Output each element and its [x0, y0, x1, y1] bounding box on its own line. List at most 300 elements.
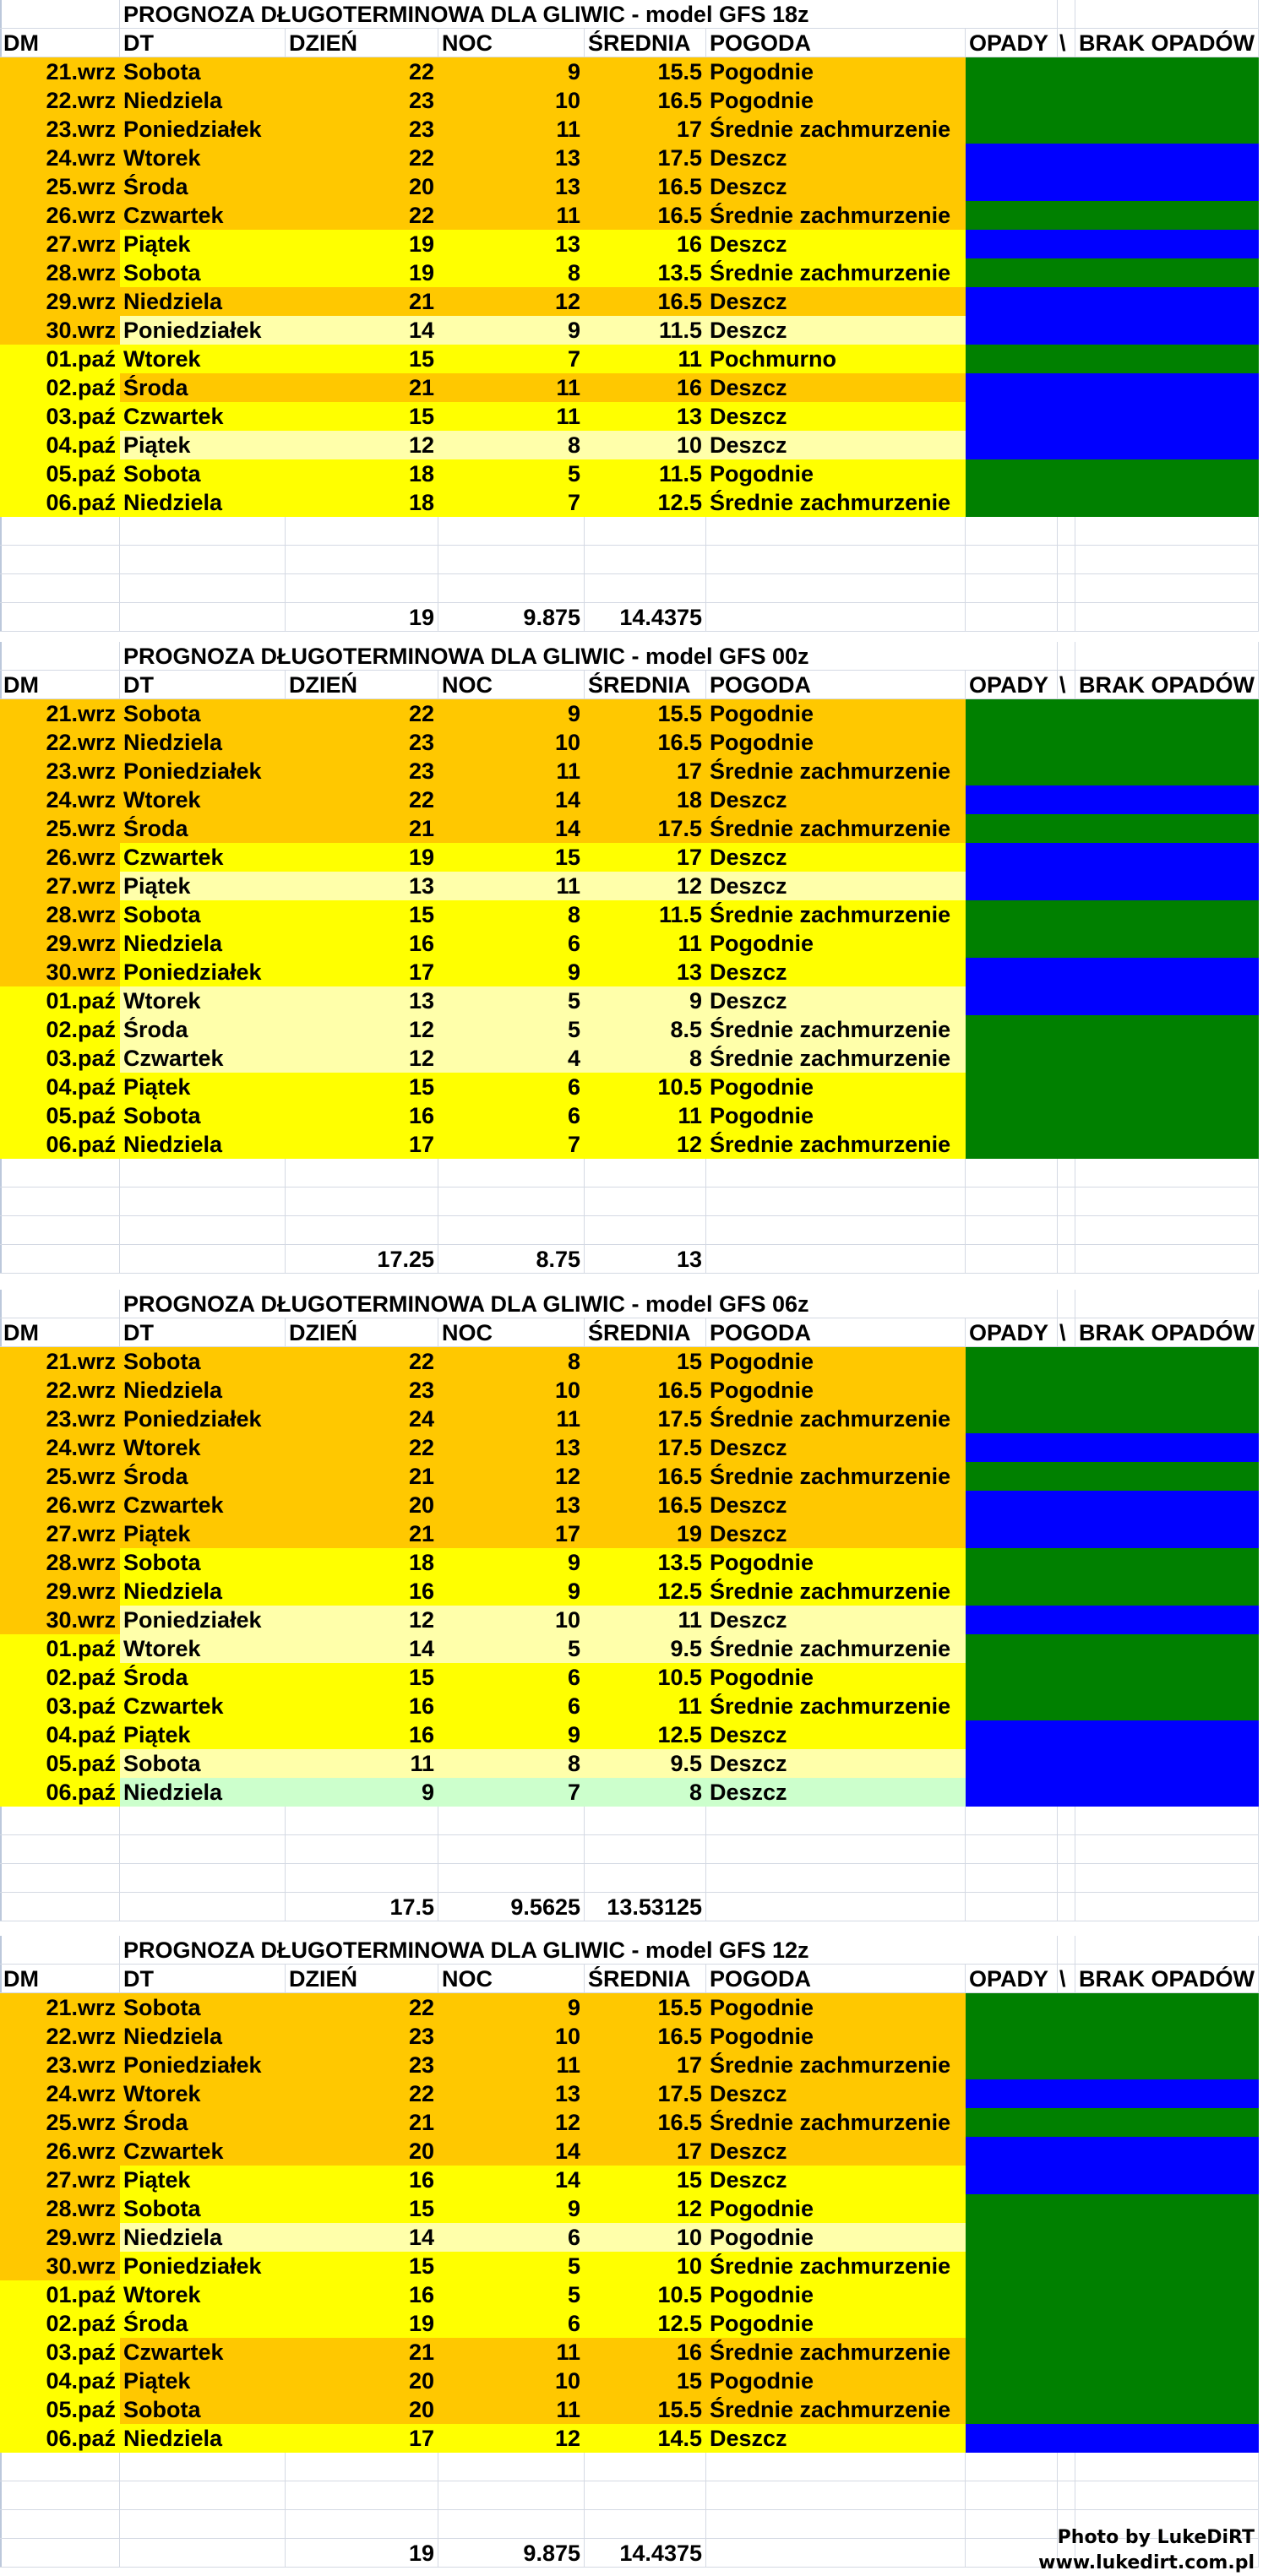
cell-dm[interactable]: 24.wrz — [0, 2079, 120, 2108]
precipitation-indicator-rain[interactable] — [966, 144, 1259, 172]
cell-pogoda[interactable]: Średnie zachmurzenie — [706, 1692, 966, 1720]
precipitation-indicator-dry[interactable] — [966, 1993, 1259, 2022]
empty-cell[interactable] — [0, 574, 120, 603]
cell-dt[interactable]: Środa — [120, 373, 286, 402]
cell-dzien[interactable]: 17 — [286, 2424, 438, 2453]
empty-cell[interactable] — [585, 1159, 706, 1187]
cell-srednia[interactable]: 16.5 — [585, 172, 706, 201]
cell-dt[interactable]: Niedziela — [120, 1577, 286, 1606]
cell-noc[interactable]: 6 — [438, 1663, 585, 1692]
precipitation-indicator-dry[interactable] — [966, 57, 1259, 86]
column-header-pogoda[interactable]: POGODA — [706, 671, 966, 699]
cell-dzien[interactable]: 21 — [286, 1519, 438, 1548]
cell-dm[interactable]: 25.wrz — [0, 2108, 120, 2137]
column-header-dt[interactable]: DT — [120, 1318, 286, 1347]
cell-srednia[interactable]: 16 — [585, 230, 706, 258]
cell-noc[interactable]: 11 — [438, 757, 585, 785]
cell-dt[interactable]: Poniedziałek — [120, 958, 286, 986]
precipitation-indicator-dry[interactable] — [966, 1462, 1259, 1491]
empty-cell[interactable] — [438, 546, 585, 574]
cell-noc[interactable]: 12 — [438, 287, 585, 316]
cell-dt[interactable]: Niedziela — [120, 2022, 286, 2051]
cell-srednia[interactable]: 10.5 — [585, 1073, 706, 1101]
empty-cell[interactable] — [706, 2510, 966, 2539]
cell-dt[interactable]: Sobota — [120, 900, 286, 929]
cell-dm[interactable]: 29.wrz — [0, 287, 120, 316]
column-header-slash[interactable]: \ — [1058, 29, 1075, 57]
cell-dzien[interactable]: 22 — [286, 699, 438, 728]
cell-dzien[interactable]: 12 — [286, 431, 438, 459]
cell-dt[interactable]: Wtorek — [120, 1634, 286, 1663]
cell-dzien[interactable]: 16 — [286, 2166, 438, 2194]
empty-cell[interactable] — [286, 2481, 438, 2510]
cell-noc[interactable]: 11 — [438, 2338, 585, 2367]
precipitation-indicator-dry[interactable] — [966, 757, 1259, 785]
cell-dt[interactable]: Niedziela — [120, 287, 286, 316]
empty-cell[interactable] — [120, 2481, 286, 2510]
cell-noc[interactable]: 9 — [438, 1577, 585, 1606]
precipitation-indicator-dry[interactable] — [966, 2022, 1259, 2051]
empty-cell[interactable] — [438, 2481, 585, 2510]
cell-noc[interactable]: 13 — [438, 172, 585, 201]
cell-noc[interactable]: 5 — [438, 1634, 585, 1663]
cell-dt[interactable]: Piątek — [120, 431, 286, 459]
cell-noc[interactable]: 9 — [438, 958, 585, 986]
cell-dzien[interactable]: 9 — [286, 1778, 438, 1807]
cell-dzien[interactable]: 17 — [286, 958, 438, 986]
cell-dt[interactable]: Sobota — [120, 1749, 286, 1778]
cell-dt[interactable]: Piątek — [120, 1720, 286, 1749]
cell-dm[interactable]: 02.paź — [0, 1015, 120, 1044]
cell-pogoda[interactable]: Deszcz — [706, 1778, 966, 1807]
cell-srednia[interactable]: 11 — [585, 345, 706, 373]
cell-dm[interactable]: 26.wrz — [0, 201, 120, 230]
cell-dzien[interactable]: 22 — [286, 144, 438, 172]
cell-dzien[interactable]: 23 — [286, 2022, 438, 2051]
cell-dt[interactable]: Niedziela — [120, 2424, 286, 2453]
empty-cell[interactable] — [0, 0, 120, 29]
column-header-noc[interactable]: NOC — [438, 671, 585, 699]
cell-dm[interactable]: 25.wrz — [0, 814, 120, 843]
cell-dm[interactable]: 01.paź — [0, 1634, 120, 1663]
precipitation-indicator-dry[interactable] — [966, 459, 1259, 488]
empty-cell[interactable] — [438, 1835, 585, 1864]
cell-srednia[interactable]: 16 — [585, 373, 706, 402]
cell-pogoda[interactable]: Średnie zachmurzenie — [706, 1130, 966, 1159]
empty-cell[interactable] — [438, 1187, 585, 1216]
cell-noc[interactable]: 9 — [438, 2194, 585, 2223]
cell-dt[interactable]: Poniedziałek — [120, 2051, 286, 2079]
cell-dm[interactable]: 06.paź — [0, 1778, 120, 1807]
cell-pogoda[interactable]: Średnie zachmurzenie — [706, 115, 966, 144]
cell-srednia[interactable]: 17 — [585, 115, 706, 144]
cell-dm[interactable]: 21.wrz — [0, 57, 120, 86]
cell-srednia[interactable]: 12 — [585, 2194, 706, 2223]
cell-dm[interactable]: 25.wrz — [0, 1462, 120, 1491]
total-srednia[interactable]: 13.53125 — [585, 1893, 706, 1921]
empty-cell[interactable] — [966, 1245, 1058, 1274]
cell-dm[interactable]: 25.wrz — [0, 172, 120, 201]
empty-cell[interactable] — [1075, 0, 1259, 29]
cell-noc[interactable]: 13 — [438, 144, 585, 172]
cell-pogoda[interactable]: Pogodnie — [706, 1073, 966, 1101]
empty-cell[interactable] — [120, 546, 286, 574]
cell-dzien[interactable]: 22 — [286, 1433, 438, 1462]
cell-srednia[interactable]: 15.5 — [585, 699, 706, 728]
empty-cell[interactable] — [438, 517, 585, 546]
cell-noc[interactable]: 12 — [438, 2424, 585, 2453]
cell-dm[interactable]: 23.wrz — [0, 115, 120, 144]
empty-cell[interactable] — [0, 1936, 120, 1965]
cell-pogoda[interactable]: Pogodnie — [706, 2367, 966, 2395]
cell-srednia[interactable]: 10 — [585, 2223, 706, 2252]
cell-srednia[interactable]: 17.5 — [585, 2079, 706, 2108]
cell-dm[interactable]: 02.paź — [0, 1663, 120, 1692]
cell-dt[interactable]: Wtorek — [120, 2079, 286, 2108]
cell-dzien[interactable]: 21 — [286, 1462, 438, 1491]
cell-dm[interactable]: 02.paź — [0, 2309, 120, 2338]
cell-noc[interactable]: 7 — [438, 1130, 585, 1159]
empty-cell[interactable] — [1075, 1290, 1259, 1318]
empty-cell[interactable] — [286, 517, 438, 546]
cell-pogoda[interactable]: Pogodnie — [706, 1101, 966, 1130]
column-header-noc[interactable]: NOC — [438, 29, 585, 57]
cell-pogoda[interactable]: Deszcz — [706, 872, 966, 900]
total-srednia[interactable]: 13 — [585, 1245, 706, 1274]
cell-dzien[interactable]: 15 — [286, 345, 438, 373]
empty-cell[interactable] — [0, 1864, 120, 1893]
cell-dt[interactable]: Sobota — [120, 1101, 286, 1130]
empty-cell[interactable] — [585, 1835, 706, 1864]
cell-noc[interactable]: 11 — [438, 373, 585, 402]
empty-cell[interactable] — [286, 546, 438, 574]
empty-cell[interactable] — [706, 546, 966, 574]
precipitation-indicator-dry[interactable] — [966, 2051, 1259, 2079]
cell-pogoda[interactable]: Deszcz — [706, 230, 966, 258]
cell-srednia[interactable]: 10.5 — [585, 1663, 706, 1692]
column-header-slash[interactable]: \ — [1058, 1965, 1075, 1993]
cell-dt[interactable]: Wtorek — [120, 785, 286, 814]
cell-srednia[interactable]: 17 — [585, 757, 706, 785]
empty-cell[interactable] — [0, 1893, 120, 1921]
empty-cell[interactable] — [120, 1245, 286, 1274]
column-header-dm[interactable]: DM — [0, 29, 120, 57]
precipitation-indicator-dry[interactable] — [966, 2252, 1259, 2280]
empty-cell[interactable] — [706, 1835, 966, 1864]
table-title[interactable]: PROGNOZA DŁUGOTERMINOWA DLA GLIWIC - model GFS 12z — [120, 1936, 966, 1965]
cell-noc[interactable]: 14 — [438, 2137, 585, 2166]
cell-dt[interactable]: Sobota — [120, 258, 286, 287]
empty-cell[interactable] — [585, 1807, 706, 1835]
empty-cell[interactable] — [120, 1187, 286, 1216]
precipitation-indicator-dry[interactable] — [966, 1073, 1259, 1101]
total-srednia[interactable]: 14.4375 — [585, 603, 706, 632]
cell-noc[interactable]: 13 — [438, 230, 585, 258]
cell-dm[interactable]: 04.paź — [0, 1720, 120, 1749]
cell-pogoda[interactable]: Pogodnie — [706, 86, 966, 115]
empty-cell[interactable] — [120, 1159, 286, 1187]
cell-dm[interactable]: 26.wrz — [0, 2137, 120, 2166]
cell-dt[interactable]: Poniedziałek — [120, 2252, 286, 2280]
precipitation-indicator-rain[interactable] — [966, 986, 1259, 1015]
cell-pogoda[interactable]: Średnie zachmurzenie — [706, 2108, 966, 2137]
cell-noc[interactable]: 14 — [438, 814, 585, 843]
cell-srednia[interactable]: 15 — [585, 2367, 706, 2395]
precipitation-indicator-rain[interactable] — [966, 1720, 1259, 1749]
column-header-dzien[interactable]: DZIEŃ — [286, 671, 438, 699]
cell-dt[interactable]: Wtorek — [120, 2280, 286, 2309]
cell-noc[interactable]: 11 — [438, 402, 585, 431]
cell-pogoda[interactable]: Deszcz — [706, 2166, 966, 2194]
cell-dzien[interactable]: 18 — [286, 1548, 438, 1577]
cell-noc[interactable]: 5 — [438, 459, 585, 488]
cell-noc[interactable]: 6 — [438, 1692, 585, 1720]
precipitation-indicator-dry[interactable] — [966, 345, 1259, 373]
column-header-dm[interactable]: DM — [0, 1318, 120, 1347]
cell-srednia[interactable]: 9.5 — [585, 1749, 706, 1778]
cell-srednia[interactable]: 16.5 — [585, 1491, 706, 1519]
cell-dm[interactable]: 06.paź — [0, 1130, 120, 1159]
precipitation-indicator-dry[interactable] — [966, 2108, 1259, 2137]
cell-noc[interactable]: 8 — [438, 1749, 585, 1778]
cell-noc[interactable]: 15 — [438, 843, 585, 872]
empty-cell[interactable] — [120, 1864, 286, 1893]
cell-dt[interactable]: Poniedziałek — [120, 1606, 286, 1634]
empty-cell[interactable] — [706, 1216, 966, 1245]
empty-cell[interactable] — [1058, 1159, 1075, 1187]
cell-pogoda[interactable]: Deszcz — [706, 958, 966, 986]
cell-srednia[interactable]: 8 — [585, 1778, 706, 1807]
cell-dm[interactable]: 05.paź — [0, 1101, 120, 1130]
cell-dm[interactable]: 26.wrz — [0, 1491, 120, 1519]
cell-dm[interactable]: 24.wrz — [0, 1433, 120, 1462]
cell-dm[interactable]: 04.paź — [0, 2367, 120, 2395]
cell-pogoda[interactable]: Deszcz — [706, 144, 966, 172]
cell-noc[interactable]: 14 — [438, 785, 585, 814]
cell-dzien[interactable]: 12 — [286, 1044, 438, 1073]
precipitation-indicator-dry[interactable] — [966, 1548, 1259, 1577]
cell-noc[interactable]: 10 — [438, 1606, 585, 1634]
cell-noc[interactable]: 11 — [438, 115, 585, 144]
precipitation-indicator-dry[interactable] — [966, 2395, 1259, 2424]
empty-cell[interactable] — [438, 574, 585, 603]
cell-dm[interactable]: 23.wrz — [0, 757, 120, 785]
cell-srednia[interactable]: 17 — [585, 2137, 706, 2166]
cell-noc[interactable]: 4 — [438, 1044, 585, 1073]
cell-srednia[interactable]: 12.5 — [585, 488, 706, 517]
cell-dm[interactable]: 30.wrz — [0, 1606, 120, 1634]
cell-dzien[interactable]: 15 — [286, 2194, 438, 2223]
cell-pogoda[interactable]: Deszcz — [706, 316, 966, 345]
cell-dm[interactable]: 21.wrz — [0, 1993, 120, 2022]
empty-cell[interactable] — [966, 1159, 1058, 1187]
cell-pogoda[interactable]: Średnie zachmurzenie — [706, 757, 966, 785]
empty-cell[interactable] — [0, 517, 120, 546]
cell-srednia[interactable]: 11 — [585, 1692, 706, 1720]
cell-dm[interactable]: 03.paź — [0, 1692, 120, 1720]
cell-noc[interactable]: 14 — [438, 2166, 585, 2194]
empty-cell[interactable] — [1075, 1893, 1259, 1921]
empty-cell[interactable] — [966, 1216, 1058, 1245]
empty-cell[interactable] — [438, 1216, 585, 1245]
cell-pogoda[interactable]: Średnie zachmurzenie — [706, 1462, 966, 1491]
cell-dm[interactable]: 05.paź — [0, 1749, 120, 1778]
cell-srednia[interactable]: 16.5 — [585, 287, 706, 316]
cell-srednia[interactable]: 12 — [585, 872, 706, 900]
column-header-brak[interactable]: BRAK OPADÓW — [1075, 1965, 1259, 1993]
empty-cell[interactable] — [120, 1835, 286, 1864]
cell-dzien[interactable]: 15 — [286, 1663, 438, 1692]
cell-dt[interactable]: Środa — [120, 1663, 286, 1692]
cell-dm[interactable]: 05.paź — [0, 2395, 120, 2424]
cell-pogoda[interactable]: Deszcz — [706, 1606, 966, 1634]
cell-dt[interactable]: Sobota — [120, 2194, 286, 2223]
cell-dzien[interactable]: 23 — [286, 757, 438, 785]
cell-dm[interactable]: 22.wrz — [0, 2022, 120, 2051]
cell-pogoda[interactable]: Pogodnie — [706, 2280, 966, 2309]
cell-dzien[interactable]: 17 — [286, 1130, 438, 1159]
cell-dzien[interactable]: 15 — [286, 402, 438, 431]
column-header-dt[interactable]: DT — [120, 1965, 286, 1993]
cell-dt[interactable]: Czwartek — [120, 2137, 286, 2166]
cell-noc[interactable]: 11 — [438, 2051, 585, 2079]
cell-dzien[interactable]: 18 — [286, 488, 438, 517]
empty-cell[interactable] — [0, 1835, 120, 1864]
empty-cell[interactable] — [286, 1835, 438, 1864]
precipitation-indicator-dry[interactable] — [966, 1101, 1259, 1130]
column-header-dt[interactable]: DT — [120, 29, 286, 57]
cell-noc[interactable]: 11 — [438, 1405, 585, 1433]
empty-cell[interactable] — [0, 1187, 120, 1216]
cell-srednia[interactable]: 17 — [585, 843, 706, 872]
empty-cell[interactable] — [0, 1807, 120, 1835]
cell-dzien[interactable]: 15 — [286, 900, 438, 929]
column-header-pogoda[interactable]: POGODA — [706, 1318, 966, 1347]
precipitation-indicator-rain[interactable] — [966, 230, 1259, 258]
cell-pogoda[interactable]: Pogodnie — [706, 929, 966, 958]
empty-cell[interactable] — [286, 1216, 438, 1245]
empty-cell[interactable] — [1075, 517, 1259, 546]
empty-cell[interactable] — [1058, 1893, 1075, 1921]
cell-dzien[interactable]: 16 — [286, 1720, 438, 1749]
empty-cell[interactable] — [286, 1807, 438, 1835]
cell-srednia[interactable]: 11.5 — [585, 900, 706, 929]
empty-cell[interactable] — [1058, 1290, 1075, 1318]
cell-noc[interactable]: 17 — [438, 1519, 585, 1548]
cell-pogoda[interactable]: Pogodnie — [706, 459, 966, 488]
empty-cell[interactable] — [1075, 1187, 1259, 1216]
cell-dm[interactable]: 03.paź — [0, 2338, 120, 2367]
empty-cell[interactable] — [585, 1187, 706, 1216]
precipitation-indicator-rain[interactable] — [966, 2424, 1259, 2453]
cell-pogoda[interactable]: Średnie zachmurzenie — [706, 488, 966, 517]
precipitation-indicator-dry[interactable] — [966, 1044, 1259, 1073]
cell-dzien[interactable]: 21 — [286, 814, 438, 843]
column-header-noc[interactable]: NOC — [438, 1318, 585, 1347]
empty-cell[interactable] — [120, 2510, 286, 2539]
cell-noc[interactable]: 13 — [438, 1491, 585, 1519]
empty-cell[interactable] — [286, 1187, 438, 1216]
precipitation-indicator-rain[interactable] — [966, 1778, 1259, 1807]
cell-pogoda[interactable]: Średnie zachmurzenie — [706, 258, 966, 287]
empty-cell[interactable] — [0, 1290, 120, 1318]
total-dzien[interactable]: 17.25 — [286, 1245, 438, 1274]
cell-dm[interactable]: 06.paź — [0, 2424, 120, 2453]
precipitation-indicator-dry[interactable] — [966, 2280, 1259, 2309]
cell-pogoda[interactable]: Średnie zachmurzenie — [706, 2338, 966, 2367]
cell-dzien[interactable]: 22 — [286, 1993, 438, 2022]
precipitation-indicator-dry[interactable] — [966, 929, 1259, 958]
empty-cell[interactable] — [585, 2510, 706, 2539]
empty-cell[interactable] — [1075, 546, 1259, 574]
empty-cell[interactable] — [438, 1807, 585, 1835]
cell-srednia[interactable]: 11 — [585, 929, 706, 958]
cell-noc[interactable]: 8 — [438, 1347, 585, 1376]
cell-pogoda[interactable]: Pogodnie — [706, 2223, 966, 2252]
precipitation-indicator-dry[interactable] — [966, 699, 1259, 728]
precipitation-indicator-rain[interactable] — [966, 172, 1259, 201]
precipitation-indicator-rain[interactable] — [966, 1606, 1259, 1634]
empty-cell[interactable] — [1075, 1216, 1259, 1245]
cell-dm[interactable]: 27.wrz — [0, 230, 120, 258]
cell-dzien[interactable]: 22 — [286, 785, 438, 814]
cell-dzien[interactable]: 23 — [286, 115, 438, 144]
precipitation-indicator-dry[interactable] — [966, 2223, 1259, 2252]
total-noc[interactable]: 9.875 — [438, 2539, 585, 2568]
cell-dm[interactable]: 22.wrz — [0, 1376, 120, 1405]
column-header-slash[interactable]: \ — [1058, 671, 1075, 699]
cell-pogoda[interactable]: Deszcz — [706, 287, 966, 316]
column-header-dzien[interactable]: DZIEŃ — [286, 29, 438, 57]
empty-cell[interactable] — [120, 603, 286, 632]
cell-noc[interactable]: 12 — [438, 2108, 585, 2137]
cell-pogoda[interactable]: Pogodnie — [706, 699, 966, 728]
empty-cell[interactable] — [1075, 642, 1259, 671]
cell-dt[interactable]: Środa — [120, 172, 286, 201]
cell-dt[interactable]: Piątek — [120, 2166, 286, 2194]
precipitation-indicator-dry[interactable] — [966, 1634, 1259, 1663]
empty-cell[interactable] — [706, 1807, 966, 1835]
cell-dt[interactable]: Wtorek — [120, 345, 286, 373]
cell-noc[interactable]: 11 — [438, 2395, 585, 2424]
precipitation-indicator-dry[interactable] — [966, 2338, 1259, 2367]
empty-cell[interactable] — [706, 2481, 966, 2510]
cell-srednia[interactable]: 18 — [585, 785, 706, 814]
cell-noc[interactable]: 7 — [438, 1778, 585, 1807]
cell-pogoda[interactable]: Pogodnie — [706, 1376, 966, 1405]
precipitation-indicator-rain[interactable] — [966, 958, 1259, 986]
cell-pogoda[interactable]: Średnie zachmurzenie — [706, 2051, 966, 2079]
empty-cell[interactable] — [1075, 2481, 1259, 2510]
empty-cell[interactable] — [585, 2481, 706, 2510]
empty-cell[interactable] — [585, 546, 706, 574]
cell-dt[interactable]: Czwartek — [120, 843, 286, 872]
cell-srednia[interactable]: 9 — [585, 986, 706, 1015]
empty-cell[interactable] — [706, 517, 966, 546]
cell-dzien[interactable]: 14 — [286, 2223, 438, 2252]
empty-cell[interactable] — [1058, 1807, 1075, 1835]
cell-dm[interactable]: 28.wrz — [0, 2194, 120, 2223]
empty-cell[interactable] — [286, 574, 438, 603]
cell-srednia[interactable]: 13.5 — [585, 1548, 706, 1577]
cell-dzien[interactable]: 14 — [286, 316, 438, 345]
cell-pogoda[interactable]: Deszcz — [706, 986, 966, 1015]
empty-cell[interactable] — [120, 1216, 286, 1245]
total-srednia[interactable]: 14.4375 — [585, 2539, 706, 2568]
precipitation-indicator-dry[interactable] — [966, 1376, 1259, 1405]
cell-dt[interactable]: Czwartek — [120, 2338, 286, 2367]
cell-noc[interactable]: 7 — [438, 345, 585, 373]
